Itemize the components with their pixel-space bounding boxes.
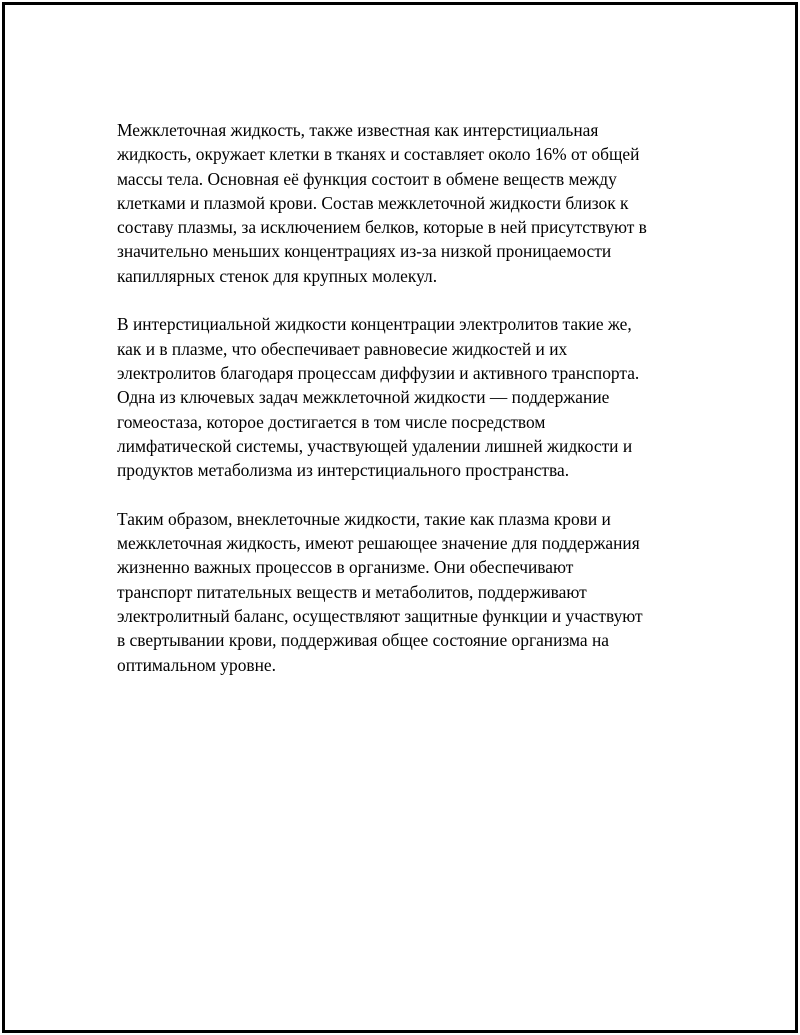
paragraph-interstitial-fluid: Межклеточная жидкость, также известная как интерстициальная жидкость, окружает клетки в тканях и составляет около 16% от общей массы тела. Основная её функция состоит в обмене веществ между клетками и плазмой крови. Состав межклеточной жидкости близок к составу плазмы, за исключением белков, которые в ней присутствуют в значительно меньших концентрациях из-за низкой проницаемости капиллярных стенок для крупных молекул. <box>117 120 647 286</box>
paragraph-electrolytes: В интерстициальной жидкости концентрации электролитов такие же, как и в плазме, что обеспечивает равновесие жидкостей и их электролитов благодаря процессам диффузии и активного транспорта. Одна из ключевых задач межклеточной жидкости — поддержание гомеостаза, которое достигается в том числе посредством лимфатической системы, участвующей удалении лишней жидкости и продуктов метаболизма из интерстициального пространства. <box>117 314 640 481</box>
document-body <box>117 118 692 701</box>
paragraph-conclusion: Таким образом, внеклеточные жидкости, такие как плазма крови и межклеточная жидкость, имеют решающее значение для поддержания жизненно важных процессов в организме. Они обеспечивают транспорт питательных веществ и метаболитов, поддерживают электролитный баланс, осуществляют защитные функции и участвуют в свертывании крови, поддерживая общее состояние организма на оптимальном уровне. <box>117 508 643 675</box>
